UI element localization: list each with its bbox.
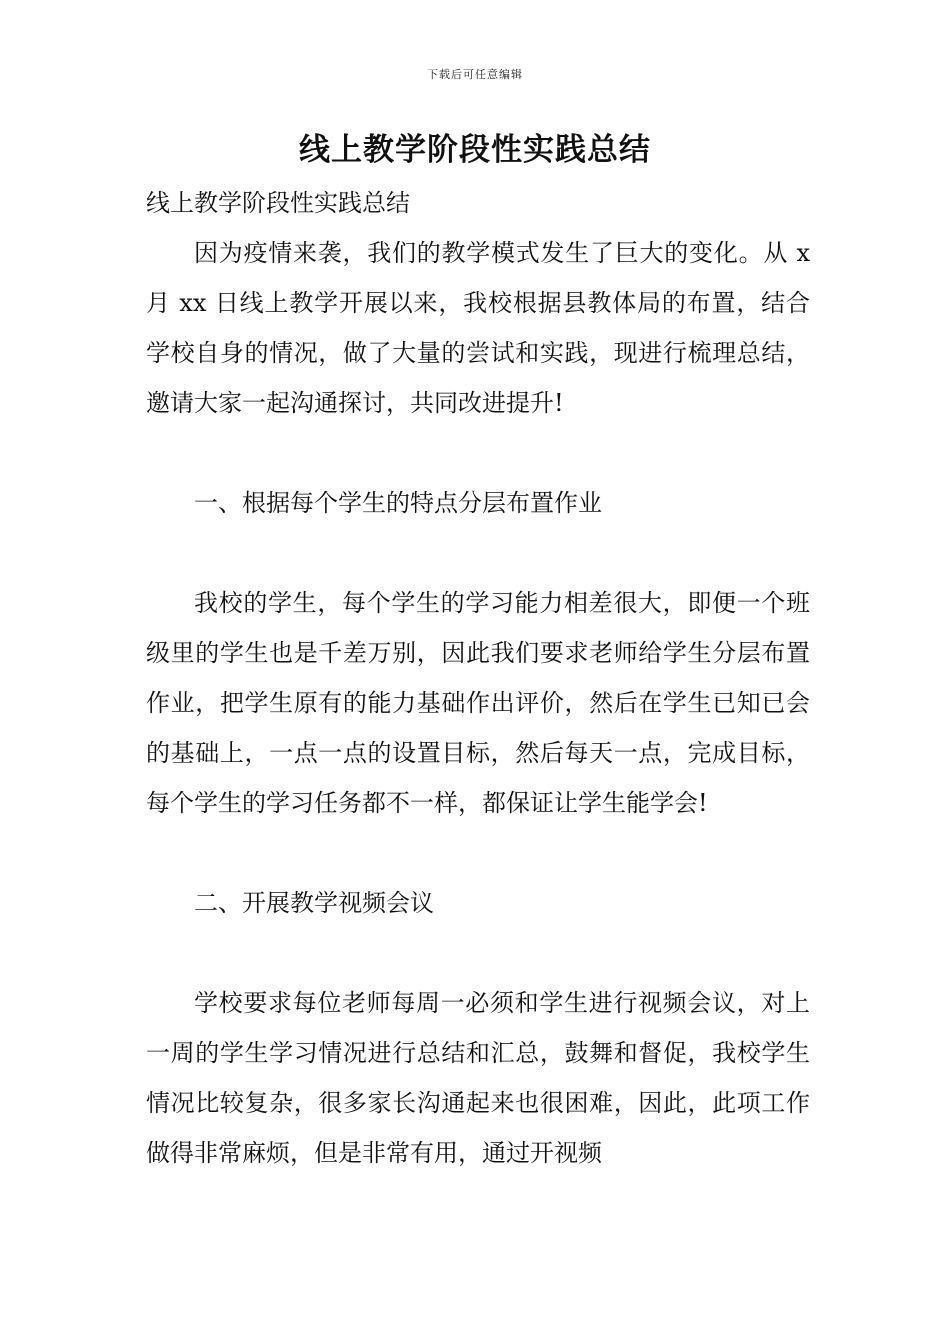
section-heading-1: 一、根据每个学生的特点分层布置作业: [194, 489, 602, 517]
document-body: [146, 178, 810, 1178]
section-heading-2: 二、开展教学视频会议: [194, 889, 434, 917]
spacer: [146, 828, 810, 878]
document-title: 线上教学阶段性实践总结: [299, 132, 651, 168]
document-subtitle: 线上教学阶段性实践总结: [146, 189, 410, 217]
spacer: [146, 428, 810, 478]
spacer: [146, 928, 810, 978]
intro-paragraph: 因为疫情来袭，我们的教学模式发生了巨大的变化。从 x 月 xx 日线上教学开展以来，我校根据县教体局的布置，结合学校自身的情况，做了大量的尝试和实践，现进行梳理总结，邀请大家一起沟通探讨，共同改进提升!: [146, 239, 810, 417]
spacer: [146, 528, 810, 578]
section-body-2: 学校要求每位老师每周一必须和学生进行视频会议，对上一周的学生学习情况进行总结和汇总，鼓舞和督促，我校学生情况比较复杂，很多家长沟通起来也很困难，因此，此项工作做得非常麻烦，但是非常有用，通过开视频: [146, 989, 810, 1167]
page-header-note: 下载后可任意编辑: [427, 68, 523, 81]
section-body-1: 我校的学生，每个学生的学习能力相差很大，即便一个班级里的学生也是千差万别，因此我们要求老师给学生分层布置作业，把学生原有的能力基础作出评价，然后在学生已知已会的基础上，一点一点的设置目标，然后每天一点，完成目标，每个学生的学习任务都不一样，都保证让学生能学会!: [146, 589, 810, 817]
